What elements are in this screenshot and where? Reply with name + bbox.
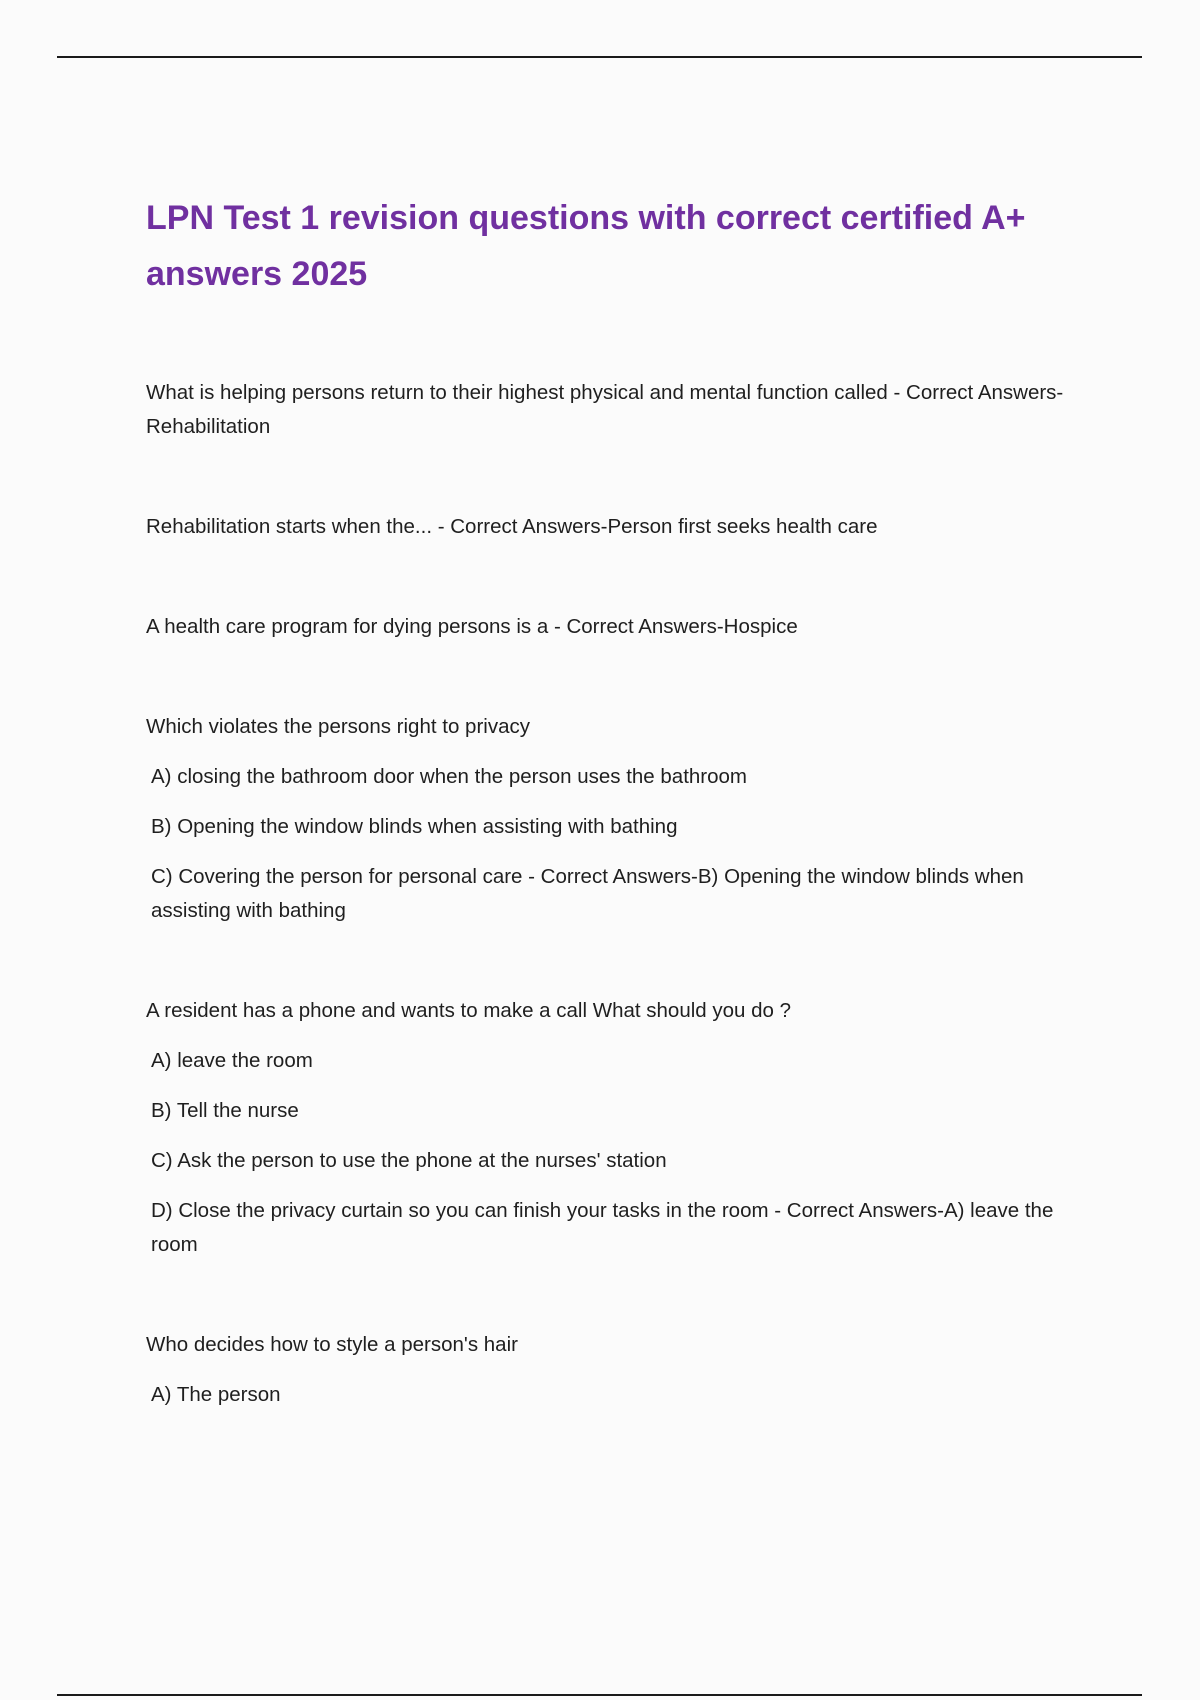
answer-option: D) Close the privacy curtain so you can finish your tasks in the room - Correct Answers-A) leave the room (151, 1199, 1054, 1256)
document-title: LPN Test 1 revision questions with correct certified A+ answers 2025 (146, 199, 1026, 293)
question-text: What is helping persons return to their highest physical and mental function called - Correct Answers-Rehabilitation (146, 381, 1064, 438)
question-list (146, 376, 1096, 1412)
answer-option: A) leave the room (151, 1049, 313, 1072)
answer-option: C) Covering the person for personal care - Correct Answers-B) Opening the window blinds when assisting with bathing (151, 865, 1024, 922)
question-text: Rehabilitation starts when the... - Correct Answers-Person first seeks health care (146, 515, 878, 538)
question-block (146, 610, 1096, 644)
answer-option: B) Tell the nurse (151, 1099, 299, 1122)
question-text: A health care program for dying persons is a - Correct Answers-Hospice (146, 615, 798, 638)
question-block (146, 994, 1096, 1262)
question-block (146, 376, 1096, 444)
answer-option: A) The person (151, 1383, 281, 1406)
answer-option: A) closing the bathroom door when the person uses the bathroom (151, 765, 747, 788)
question-text: A resident has a phone and wants to make a call What should you do ? (146, 999, 792, 1022)
question-block (146, 1328, 1096, 1412)
question-block (146, 710, 1096, 928)
document-body (146, 190, 1096, 1478)
question-text: Who decides how to style a person's hair (146, 1333, 518, 1356)
answer-option: B) Opening the window blinds when assisting with bathing (151, 815, 678, 838)
header-rule (57, 56, 1142, 58)
footer-rule (57, 1694, 1142, 1696)
question-block (146, 510, 1096, 544)
question-text: Which violates the persons right to privacy (146, 715, 530, 738)
answer-option: C) Ask the person to use the phone at the nurses' station (151, 1149, 667, 1172)
